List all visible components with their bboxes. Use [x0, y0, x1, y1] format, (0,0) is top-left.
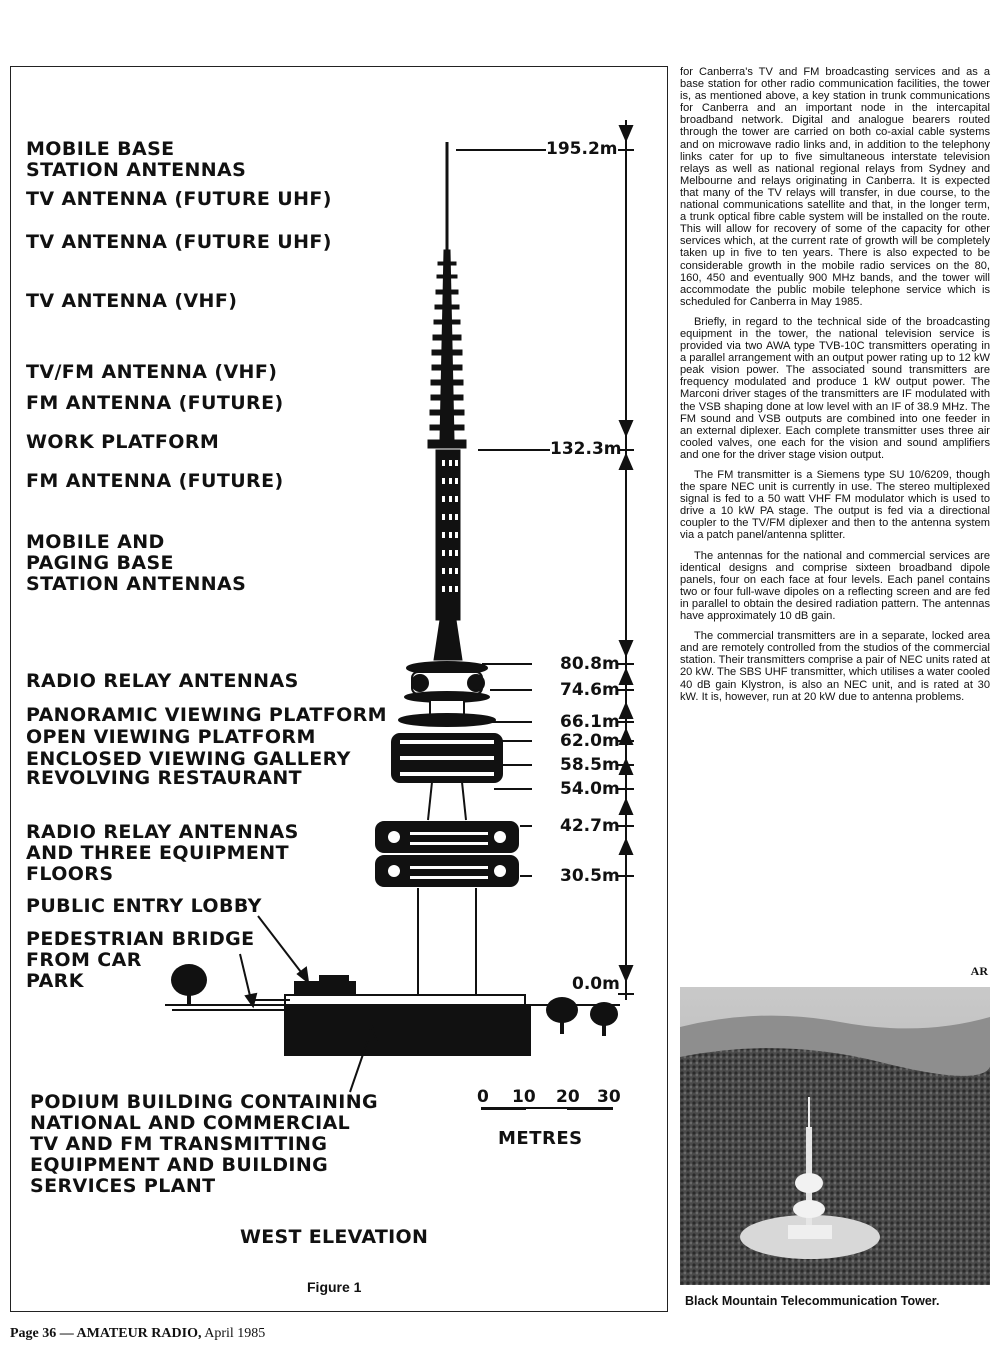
label-fm-antenna-future-2: FM ANTENNA (FUTURE)	[26, 470, 284, 492]
height-62-0: 62.0m	[560, 731, 620, 751]
footer-page: Page 36 — AMATEUR RADIO,	[10, 1326, 202, 1341]
article-paragraph: Briefly, in regard to the technical side of the broadcasting equipment in the tower, the national television service is provided via two AWA type TVB-10C transmitters operating in a parallel arrangement with an output power rating up to 12 kW peak vision power. The associated sound transmitters are frequency modulated and produce 1 kW output power. The Marconi driver stages of the transmitters are IF modulated with the VSB shaping done at low level with an IF of 38.9 MHz. The FM sound and VSB outputs are combined into one feeder in an external diplexer. Each complete transmitter uses three air cooled valves, one each for the vision and sound amplifiers and one for the driver stage vision output.	[680, 315, 990, 461]
height-80-8: 80.8m	[560, 654, 620, 674]
label-panoramic-viewing-platform: PANORAMIC VIEWING PLATFORM	[26, 704, 387, 726]
label-enclosed-viewing-gallery: ENCLOSED VIEWING GALLERY	[26, 748, 351, 770]
scale-tick-20: 20	[556, 1087, 580, 1107]
scale-tick-0: 0	[477, 1087, 489, 1107]
label-revolving-restaurant: REVOLVING RESTAURANT	[26, 767, 303, 789]
height-66-1: 66.1m	[560, 712, 620, 732]
scale-unit: METRES	[498, 1128, 583, 1149]
label-tv-antenna-vhf: TV ANTENNA (VHF)	[26, 290, 238, 312]
label-work-platform: WORK PLATFORM	[26, 431, 220, 453]
label-tv-antenna-future-uhf-2: TV ANTENNA (FUTURE UHF)	[26, 231, 332, 253]
height-195-2: 195.2m	[546, 139, 618, 159]
article-paragraph: for Canberra's TV and FM broadcasting services and as a base station for other radio communication facilities, the tower is, as mentioned above, a key station in trunk communications for Canberra and an important node in the intercapital broadband network. Digital and analogue bearers routed through the tower are carried on both co-axial cable systems and on microwave radio links and, in addition to the telephony links cater for up to five simultaneous interstate television relays as well as national regional relays from Sydney and Melbourne and relays originating in Canberra. It is expected that many of the TV relays will transfer, in due course, to the national communications satellite and that, in the longer term, a trunk optical fibre cable system will be installed on the route. This will allow for recovery of some of the capacity for other services which, at the current rate of growth will be completely taken up in five to ten years. There is also expected to be considerable growth in the mobile radio services on the 80, 160, 450 and eventually 900 MHz bands, and the tower will accommodate the public mobile telephone service which is scheduled for Canberra in May 1985.	[680, 66, 990, 308]
article-paragraph: The FM transmitter is a Siemens type SU 10/6209, though the spare NEC unit is currently in use. The stereo multiplexed signal is fed to a 50 watt VHF FM modulator which is used to drive a 10 kW PA stage. The output is fed via a directional coupler to the TV/FM diplexer and then to the antenna system via a patch panel/antenna splitter.	[680, 469, 990, 542]
photo-caption: Black Mountain Telecommunication Tower.	[685, 1294, 940, 1308]
scale-tick-30: 30	[597, 1087, 621, 1107]
article-paragraph: The commercial transmitters are in a separate, locked area and are remotely controlled from the studios of the commercial station. Their transmitters comprise a pair of NEC units rated at 20 kW. The SBS UHF transmitter, which utilises a water cooled 40 dB gain Klystron, is also an NEC unit, and is rated at 30 kW. It is, however, run at 20 kW due to antenna problems.	[680, 630, 990, 703]
height-74-6: 74.6m	[560, 680, 620, 700]
article-body	[680, 66, 990, 711]
article-signature: AR	[970, 964, 988, 978]
height-54-0: 54.0m	[560, 779, 620, 799]
label-public-entry-lobby: PUBLIC ENTRY LOBBY	[26, 895, 262, 917]
label-mobile-base-station-antennas: MOBILE BASE STATION ANTENNAS	[26, 138, 247, 181]
label-tv-antenna-future-uhf-1: TV ANTENNA (FUTURE UHF)	[26, 188, 332, 210]
height-132-3: 132.3m	[550, 439, 622, 459]
label-fm-antenna-future-1: FM ANTENNA (FUTURE)	[26, 392, 284, 414]
tower-photo	[680, 987, 990, 1285]
height-42-7: 42.7m	[560, 816, 620, 836]
article-paragraph: The antennas for the national and commercial services are identical designs and comprise sixteen broadband dipole panels, four on each face at four levels. Each panel contains two or four full-wave dipoles on a reflecting screen and are fed in parallel to obtain the desired radiation pattern. The antennas have approximately 10 dB gain.	[680, 549, 990, 623]
label-mobile-paging-antennas: MOBILE AND PAGING BASE STATION ANTENNAS	[26, 531, 247, 595]
label-pedestrian-bridge: PEDESTRIAN BRIDGE FROM CAR PARK	[26, 928, 255, 992]
photo-image	[680, 987, 990, 1285]
height-0-0: 0.0m	[572, 974, 620, 994]
label-radio-relay-antennas-1: RADIO RELAY ANTENNAS	[26, 670, 299, 692]
label-tv-fm-antenna-vhf: TV/FM ANTENNA (VHF)	[26, 361, 278, 383]
label-podium-building: PODIUM BUILDING CONTAINING NATIONAL AND COMMERCIAL TV AND FM TRANSMITTING EQUIPMENT AND BUILDING SERVICES PLANT	[30, 1091, 379, 1197]
footer-date: April 1985	[204, 1326, 266, 1341]
height-58-5: 58.5m	[560, 755, 620, 775]
figure-caption: Figure 1	[307, 1279, 362, 1295]
label-open-viewing-platform: OPEN VIEWING PLATFORM	[26, 726, 316, 748]
scale-tick-10: 10	[512, 1087, 536, 1107]
page-footer	[10, 1326, 265, 1342]
west-elevation: WEST ELEVATION	[240, 1226, 429, 1248]
label-radio-relay-equipment-floors: RADIO RELAY ANTENNAS AND THREE EQUIPMENT FLOORS	[26, 821, 299, 885]
height-30-5: 30.5m	[560, 866, 620, 886]
